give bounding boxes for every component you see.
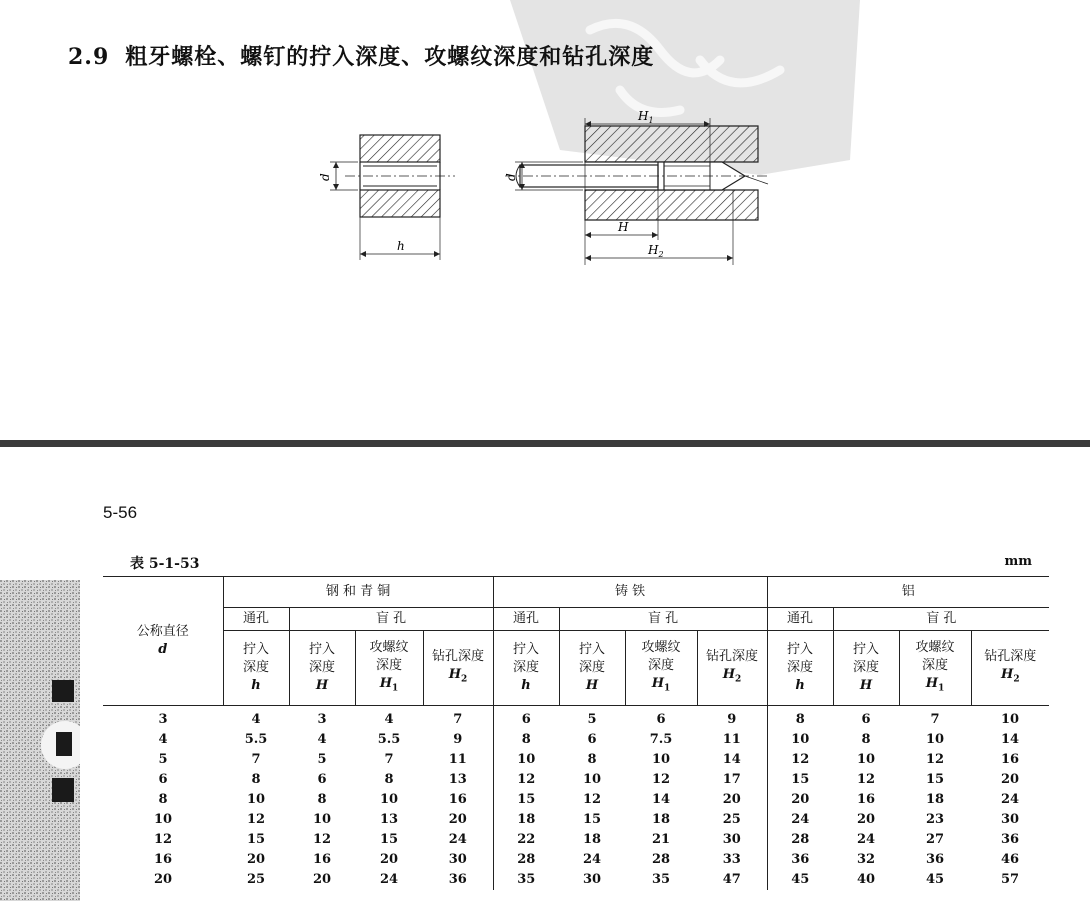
H1-label: $H_1$ — [638, 109, 654, 125]
group-aluminum: 铝 — [767, 577, 1049, 608]
depth-cell: 57 — [1001, 872, 1020, 887]
blind-hole-label: 盲 孔 — [559, 608, 767, 631]
depth-cell: 5 — [317, 752, 327, 767]
through-hole-label: 通孔 — [767, 608, 833, 631]
depth-cell: 20 — [767, 790, 833, 810]
depth-cell: 4 — [384, 712, 394, 727]
column-header-line: 攻螺纹 — [915, 639, 955, 655]
column-header-symbol: h — [521, 678, 531, 693]
depth-cell: 20 — [1001, 772, 1020, 787]
depth-cell: 20 — [312, 872, 332, 887]
depth-cell: 28 — [493, 850, 559, 870]
column-header-symbol: $H_1$ — [651, 675, 671, 694]
depth-cell: 3 — [317, 712, 327, 727]
column-header-line: 钻孔深度 — [706, 648, 759, 664]
table-body — [103, 706, 1049, 891]
depth-cell: 16 — [448, 792, 467, 807]
depth-cell: 4 — [251, 712, 261, 727]
column-header-symbol: $H_2$ — [722, 666, 742, 685]
diameter-cell: 16 — [153, 852, 173, 867]
depth-cell: 16 — [312, 852, 332, 867]
depth-cell: 23 — [926, 812, 945, 827]
depth-cell: 20 — [246, 852, 266, 867]
depth-cell: 25 — [722, 812, 741, 827]
depth-cell: 8 — [251, 772, 261, 787]
section-title — [68, 40, 654, 71]
h-label: h — [397, 239, 405, 253]
column-header-line: 拧入 — [308, 642, 335, 657]
depth-cell: 18 — [493, 810, 559, 830]
blind-hole-label: 盲 孔 — [289, 608, 493, 631]
depth-cell: 21 — [651, 832, 671, 847]
table-row — [103, 810, 1049, 830]
blind-hole-label: 盲 孔 — [833, 608, 1049, 631]
depth-cell: 20 — [448, 812, 467, 827]
column-header — [899, 631, 971, 706]
depth-cell: 36 — [767, 850, 833, 870]
depth-cell: 15 — [926, 772, 945, 787]
depth-cell: 13 — [379, 812, 399, 827]
column-header-line: 拧入 — [787, 642, 814, 657]
group-steel-bronze: 钢 和 青 铜 — [223, 577, 493, 608]
diameter-cell: 8 — [158, 792, 168, 807]
depth-cell: 7 — [384, 752, 394, 767]
depth-cell: 10 — [246, 792, 266, 807]
depth-cell: 10 — [926, 732, 945, 747]
depth-cell: 33 — [722, 852, 741, 867]
column-header — [289, 631, 355, 706]
depth-cell: 10 — [1001, 712, 1020, 727]
depth-cell: 47 — [722, 872, 741, 887]
depth-cell: 6 — [587, 732, 597, 747]
column-header-line: 深度 — [579, 660, 606, 675]
depth-cell: 20 — [379, 852, 399, 867]
column-header-line: 攻螺纹 — [641, 639, 681, 655]
diameter-cell: 3 — [158, 712, 168, 727]
depth-cell: 24 — [582, 852, 602, 867]
depth-cell: 46 — [1001, 852, 1020, 867]
depth-cell: 6 — [861, 712, 871, 727]
unit-label: mm — [1004, 554, 1032, 569]
column-header — [223, 631, 289, 706]
depth-cell: 45 — [767, 870, 833, 890]
depth-cell: 8 — [767, 706, 833, 731]
section-title-text: 粗牙螺栓、螺钉的拧入深度、攻螺纹深度和钻孔深度 — [125, 45, 655, 70]
column-header-line: 拧入 — [242, 642, 269, 657]
depth-cell: 15 — [493, 790, 559, 810]
depth-cell: 10 — [312, 812, 332, 827]
depth-cell: 18 — [651, 812, 671, 827]
H-label: H — [618, 220, 629, 234]
depth-cell: 12 — [493, 770, 559, 790]
depth-cell: 16 — [857, 792, 876, 807]
through-hole-label: 通孔 — [223, 608, 289, 631]
table-row — [103, 870, 1049, 890]
scan-edge-strip — [0, 580, 80, 901]
depth-cell: 6 — [493, 706, 559, 731]
depth-cell: 11 — [448, 752, 467, 767]
depth-cell: 8 — [493, 730, 559, 750]
table-row — [103, 750, 1049, 770]
depth-cell: 30 — [1001, 812, 1020, 827]
depth-cell: 28 — [767, 830, 833, 850]
depth-cell: 12 — [312, 832, 332, 847]
depth-cell: 7 — [453, 712, 463, 727]
blind-hole-drawing — [505, 118, 770, 265]
column-header — [355, 631, 423, 706]
depth-cell: 35 — [493, 870, 559, 890]
depth-cell: 32 — [857, 852, 876, 867]
depth-cell: 36 — [448, 872, 467, 887]
diameter-header-label: 公称直径 — [136, 624, 189, 639]
column-header-line: 深度 — [853, 660, 880, 675]
depth-cell: 30 — [448, 852, 467, 867]
depth-cell: 6 — [317, 772, 327, 787]
depth-cell: 6 — [656, 712, 666, 727]
column-header-symbol: H — [585, 678, 599, 693]
diameter-cell: 20 — [153, 872, 173, 887]
section-number: 2.9 — [68, 44, 110, 70]
diameter-header — [103, 577, 223, 706]
table-row — [103, 850, 1049, 870]
depth-cell: 15 — [582, 812, 602, 827]
column-header-symbol: H — [859, 678, 873, 693]
column-header-line: 深度 — [922, 657, 949, 673]
depth-cell: 8 — [384, 772, 394, 787]
depth-cell: 10 — [493, 750, 559, 770]
depth-cell: 36 — [926, 852, 945, 867]
column-header-symbol: $H_1$ — [925, 675, 945, 694]
column-header — [767, 631, 833, 706]
depth-cell: 4 — [317, 732, 327, 747]
diameter-cell: 10 — [153, 812, 173, 827]
depth-cell: 9 — [453, 732, 463, 747]
depth-cell: 45 — [926, 872, 945, 887]
depth-cell: 12 — [767, 750, 833, 770]
depth-cell: 24 — [1001, 792, 1020, 807]
depth-cell: 22 — [493, 830, 559, 850]
column-header-line: 深度 — [242, 660, 269, 675]
depth-cell: 24 — [379, 872, 399, 887]
table-row — [103, 790, 1049, 810]
column-header-symbol: H — [315, 678, 329, 693]
diameter-cell: 4 — [158, 732, 168, 747]
page-divider — [0, 440, 1090, 447]
depth-cell: 5.5 — [377, 732, 401, 747]
depth-cell: 17 — [722, 772, 741, 787]
column-header-line: 攻螺纹 — [369, 639, 409, 655]
column-header-symbol: $H_2$ — [448, 666, 468, 685]
column-header — [493, 631, 559, 706]
depth-cell: 12 — [582, 792, 602, 807]
column-header-line: 拧入 — [853, 642, 880, 657]
depth-cell: 9 — [727, 712, 737, 727]
column-header — [971, 631, 1049, 706]
page-number: 5-56 — [103, 503, 138, 522]
group-cast-iron: 铸 铁 — [493, 577, 767, 608]
depth-cell: 7 — [251, 752, 261, 767]
column-header-line: 拧入 — [513, 642, 540, 657]
diameter-cell: 12 — [153, 832, 173, 847]
depth-cell: 16 — [1001, 752, 1020, 767]
depth-cell: 13 — [448, 772, 467, 787]
H2-label: $H_2$ — [648, 243, 664, 259]
depth-cell: 8 — [861, 732, 871, 747]
depth-cell: 24 — [857, 832, 876, 847]
column-header-symbol: $H_1$ — [379, 675, 399, 694]
depth-cell: 14 — [1001, 732, 1020, 747]
depth-cell: 5 — [587, 712, 597, 727]
depth-cell: 7.5 — [649, 732, 673, 747]
depth-diagram — [300, 100, 780, 275]
column-header-line: 钻孔深度 — [432, 648, 485, 664]
depth-cell: 12 — [926, 752, 945, 767]
column-header-line: 深度 — [787, 660, 814, 675]
depth-cell: 24 — [448, 832, 467, 847]
depth-cell: 5.5 — [244, 732, 268, 747]
column-header — [559, 631, 625, 706]
depth-cell: 36 — [1001, 832, 1020, 847]
depth-cell: 27 — [926, 832, 945, 847]
column-header — [833, 631, 899, 706]
depth-cell: 24 — [767, 810, 833, 830]
through-hole-drawing — [330, 135, 455, 260]
diameter-cell: 5 — [158, 752, 168, 767]
depth-cell: 10 — [582, 772, 602, 787]
depth-cell: 8 — [587, 752, 597, 767]
table-label: 表 5-1-53 — [130, 556, 200, 572]
column-header-symbol: h — [795, 678, 805, 693]
column-header-symbol: $H_2$ — [1001, 666, 1020, 685]
column-header-line: 深度 — [308, 660, 335, 675]
column-header-line: 深度 — [375, 657, 402, 673]
through-hole-label: 通孔 — [493, 608, 559, 631]
column-header-line: 拧入 — [579, 642, 606, 657]
depth-cell: 10 — [767, 730, 833, 750]
depth-cell: 20 — [722, 792, 741, 807]
depth-cell: 12 — [857, 772, 876, 787]
column-header — [625, 631, 697, 706]
depth-cell: 28 — [651, 852, 671, 867]
depth-cell: 12 — [651, 772, 671, 787]
table-row — [103, 730, 1049, 750]
table-row — [103, 770, 1049, 790]
d-label-right: d — [504, 173, 518, 181]
column-header-row — [103, 631, 1049, 706]
depth-cell: 10 — [857, 752, 876, 767]
column-header — [423, 631, 493, 706]
column-header-symbol: h — [251, 678, 261, 693]
depth-cell: 25 — [246, 872, 266, 887]
depth-cell: 11 — [722, 732, 741, 747]
depth-cell: 7 — [930, 712, 940, 727]
depth-cell: 20 — [857, 812, 876, 827]
depth-cell: 30 — [722, 832, 741, 847]
diameter-header-symbol: d — [158, 642, 168, 657]
depth-table — [103, 576, 1049, 890]
table-row — [103, 830, 1049, 850]
diameter-cell: 6 — [158, 772, 168, 787]
column-header-line: 深度 — [648, 657, 675, 673]
table-row — [103, 706, 1049, 731]
column-header — [697, 631, 767, 706]
depth-cell: 40 — [857, 872, 876, 887]
depth-cell: 15 — [767, 770, 833, 790]
column-header-line: 钻孔深度 — [984, 648, 1037, 664]
depth-cell: 14 — [722, 752, 741, 767]
depth-cell: 10 — [379, 792, 399, 807]
depth-cell: 15 — [246, 832, 266, 847]
depth-cell: 15 — [379, 832, 399, 847]
depth-cell: 18 — [582, 832, 602, 847]
depth-cell: 8 — [317, 792, 327, 807]
column-header-line: 深度 — [513, 660, 540, 675]
depth-cell: 10 — [651, 752, 671, 767]
depth-cell: 35 — [651, 872, 671, 887]
depth-cell: 18 — [926, 792, 945, 807]
depth-cell: 12 — [246, 812, 266, 827]
depth-cell: 30 — [582, 872, 602, 887]
d-label-left: d — [318, 173, 332, 181]
depth-cell: 14 — [651, 792, 671, 807]
